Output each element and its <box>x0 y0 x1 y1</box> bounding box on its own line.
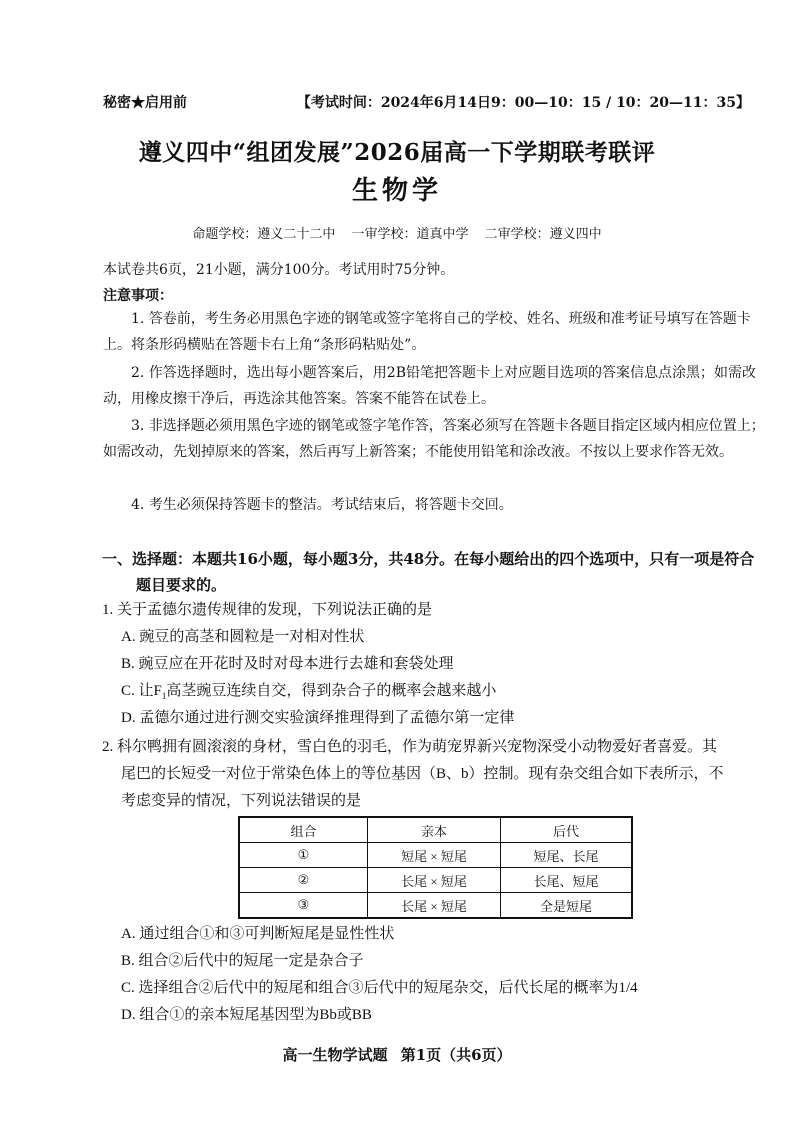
q1-option-c-sub: 1 <box>161 691 167 701</box>
table-header: 后代 <box>501 817 633 843</box>
table-row <box>239 893 632 919</box>
table-header: 亲本 <box>368 817 501 843</box>
footer-page-number: 第1页（共6页） <box>400 1046 512 1064</box>
exam-title: 遵义四中“组团发展”2026届高一下学期联考联评 <box>138 139 656 166</box>
propose-school: 命题学校：遵义二十二中 <box>192 227 336 242</box>
school-credits <box>0 223 794 242</box>
table-cell: 长尾 × 短尾 <box>368 868 501 893</box>
cross-table <box>238 816 633 919</box>
question-2-stem-line3: 考虑变异的情况，下列说法错误的是 <box>121 793 362 809</box>
table-cell: ① <box>239 843 368 868</box>
q2-option-a: A. 通过组合①和③可判断短尾是显性性状 <box>121 926 395 942</box>
q2-option-c: C. 选择组合②后代中的短尾和组合③后代中的短尾杂交，后代长尾的概率为1/4 <box>121 980 638 996</box>
review-school-1: 一审学校：道真中学 <box>351 227 469 242</box>
q1-option-c-post: 高茎豌豆连续自交，得到杂合子的概率会越来越小 <box>166 683 497 699</box>
table-cell: 短尾、长尾 <box>501 843 633 868</box>
q1-option-a: A. 豌豆的高茎和圆粒是一对相对性状 <box>121 629 365 645</box>
question-2-stem-line1: 2. 科尔鸭拥有圆滚滚的身材，雪白色的羽毛，作为萌宠界新兴宠物深受小动物爱好者喜爱。其 <box>102 739 718 755</box>
table-cell: 长尾、短尾 <box>501 868 633 893</box>
table-cell: 长尾 × 短尾 <box>368 893 501 919</box>
notice-item-1: 1. 答卷前，考生务必用黑色字迹的钢笔或签字笔将自己的学校、姓名、班级和准考证号填写在答题卡上。将条形码横贴在答题卡右上角“条形码粘贴处”。 <box>103 311 751 353</box>
q2-option-b: B. 组合②后代中的短尾一定是杂合子 <box>121 953 364 969</box>
notice-heading: 注意事项： <box>103 288 173 304</box>
q2-option-d: D. 组合①的亲本短尾基因型为Bb或BB <box>121 1007 372 1023</box>
subject-title: 生物学 <box>351 176 442 206</box>
confidential-label: 秘密★启用前 <box>103 95 187 111</box>
q1-option-c-pre: C. 让F <box>121 683 162 699</box>
table-cell: ③ <box>239 893 368 919</box>
notice-item-3: 3. 非选择题必须用黑色字迹的钢笔或签字笔作答，答案必须写在答题卡各题目指定区域内相应位置上；如需改动，先划掉原来的答案，然后再写上新答案；不能使用铅笔和涂改液。不按以上要求作答无效。 <box>103 418 765 460</box>
section-heading <box>102 546 762 598</box>
review-school-2: 二审学校：遵义四中 <box>484 227 602 242</box>
table-row <box>239 868 632 893</box>
table-row <box>239 843 632 868</box>
notice-item-4: 4. 考生必须保持答题卡的整洁。考试结束后，将答题卡交回。 <box>131 497 513 513</box>
page-footer <box>0 1044 794 1065</box>
table-cell: 全是短尾 <box>501 893 633 919</box>
question-2-stem-line2: 尾巴的长短受一对位于常染色体上的等位基因（B、b）控制。现有杂交组合如下表所示，不 <box>121 766 724 782</box>
footer-subject: 高一生物学试题 <box>282 1046 388 1064</box>
table-header-row <box>239 817 632 843</box>
q1-option-c <box>121 679 496 701</box>
exam-time: 【考试时间：2024年6月14日9：00—10：15 / 10：20—11：35】 <box>296 95 750 111</box>
exam-intro: 本试卷共6页，21小题，满分100分。考试用时75分钟。 <box>103 262 455 278</box>
table-header: 组合 <box>239 817 368 843</box>
q1-option-b: B. 豌豆应在开花时及时对母本进行去雄和套袋处理 <box>121 656 454 672</box>
q1-option-d: D. 孟德尔通过进行测交实验演绎推理得到了孟德尔第一定律 <box>121 710 515 726</box>
table-cell: 短尾 × 短尾 <box>368 843 501 868</box>
table-cell: ② <box>239 868 368 893</box>
notice-item-2: 2. 作答选择题时，选出每小题答案后，用2B铅笔把答题卡上对应题目选项的答案信息点涂黑；如需改动，用橡皮擦干净后，再选涂其他答案。答案不能答在试卷上。 <box>103 365 757 407</box>
question-1-stem: 1. 关于孟德尔遗传规律的发现，下列说法正确的是 <box>102 602 433 618</box>
section-heading-text: 一、选择题：本题共16小题，每小题3分，共48分。在每小题给出的四个选项中，只有一项是符合题目要求的。 <box>102 550 755 594</box>
